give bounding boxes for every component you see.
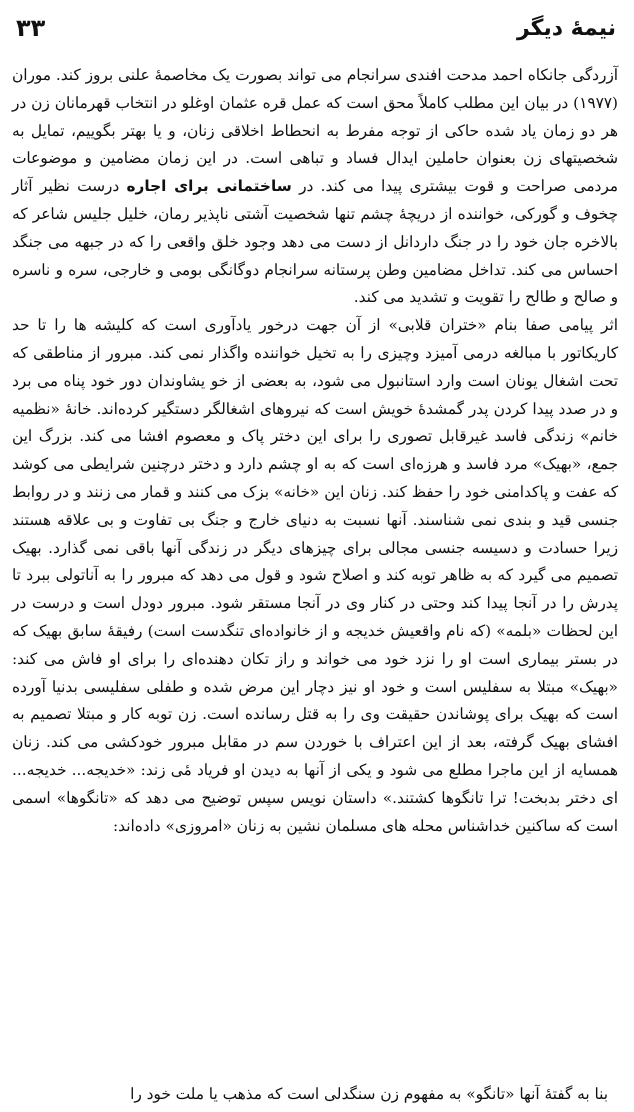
body-text	[12, 62, 618, 840]
paragraph-1	[12, 62, 618, 312]
quote-line: بنا به گفتهٔ آنها «تانگو» به مفهوم زن سنگدلی است که مذهب یا ملت خود را	[130, 1085, 608, 1103]
page-header	[16, 10, 616, 48]
page-number: ۳۳	[16, 14, 46, 42]
paragraph-1-text-a: آزردگی جانکاه احمد مدحت افندی سرانجام می تواند بصورت یک مخاصمهٔ علنی بروز کند. موران (۱۹۷۷) در بیان این مطلب کاملاً محق است که عمل قره عثمان اوغلو در انتخاب قهرمانان زن در هر دو زمان یاد شده حاکی از توجه مفرط به انحطاط اخلاقی زنان، و یا بهتر بگوییم، تمایل به شخصیتهای زن بعنوان حاملین ایدال فساد و تباهی است. در این زمان مضامین و موضوعات مردمی صراحت و قوت بیشتری پیدا می کند. در	[12, 66, 618, 196]
book-title-bold: ساختمانی برای اجاره	[126, 177, 292, 196]
paragraph-2: اثر پیامی صفا بنام «ختران قلابی» از آن جهت درخور یادآوری است که کلیشه ها را تا حد کاریکاتور با مبالغه درمی آمیزد وچیزی را به تخیل خواننده واگذار نمی کند. مبرور از مناطقی که تحت اشغال یونان است وارد استانبول می شود، به بعضی از خو یشاوندان دور خود پناه می برد و در صدد پیدا کردن پدر گمشدهٔ خویش است که نیروهای اشغالگر دستگیر کرده‌اند. خانهٔ «نظمیه خانم» زندگی فاسد غیرقابل تصوری را برای این دختر پاک و معصوم افشا می کند. بزرگ این جمع، «بهیک» مرد فاسد و هرزه‌ای است که به او چشم دارد و دختر درچنین شرایطی می کوشد که عفت و پاکدامنی خود را حفظ کند. زنان این «خانه» بزک می کنند و قمار می زنند و در روابط جنسی قید و بندی نمی شناسند. آنها نسبت به دنیای خارج و جنگ بی تفاوت و بی علاقه هستند زیرا حسادت و دسیسه جنسی مجالی برای چیزهای دیگر در زندگی آنها باقی نمی گذارد. بهیک تصمیم می گیرد که به ظاهر توبه کند و اصلاح شود و قول می دهد که مبرور را به آناتولی ببرد تا پدرش را در آنجا پیدا کند وحتی در کنار وی در آنجا مستقر شود. مبرور دودل است و درست در این لحظات «بلمه» (که نام واقعیش خدیجه و از خانواده‌ای تنگدست است) رفیقهٔ سابق بهیک که در بستر بیماری است او را نزد خود می خواند و راز تکان دهنده‌ای را برای او فاش می کند: «بهیک» مبتلا به سفلیس است و خود او نیز دچار این مرض شده و طفلی سفلیسی بدنیا آورده است که بهیک برای پوشاندن حقیقت وی را به قتل رسانده است. زن توبه کار و مبتلا تصمیم به افشای بهیک گرفته، بعد از این اعتراف با خوردن سم در مقابل مبرور خودکشی می کند. زنان همسایه از این ماجرا مطلع می شود و یکی از آنها به دیدن او فریاد مٔی زند: «خدیجه... خدیجه... ای دختر بدبخت! ترا تانگوها کشتند.» داستان نویس سپس توضیح می دهد که «تانگوها» اسمی است که ساکنین خداشناس محله های مسلمان نشین به زنان «امروزی» داده‌اند:	[12, 316, 618, 835]
running-title: نیمهٔ دیگر	[516, 16, 616, 41]
paragraph-1-text-b: درست نظیر آثار چخوف و گورکی، خواننده از دریچهٔ چشم تنها شخصیت آشتی ناپذیر رمان، خلیل جلیس شاعر که بالاخره جان خود را در جنگ داردانل از دست می دهد وجود خلق واقعی را که در جبهه می جنگد احساس می کند. تداخل مضامین وطن پرستانه سرانجام دوگانگی بومی و خارجی، سره و ناسره و صالح و طالح را تقویت و تشدید می کند.	[12, 177, 618, 307]
